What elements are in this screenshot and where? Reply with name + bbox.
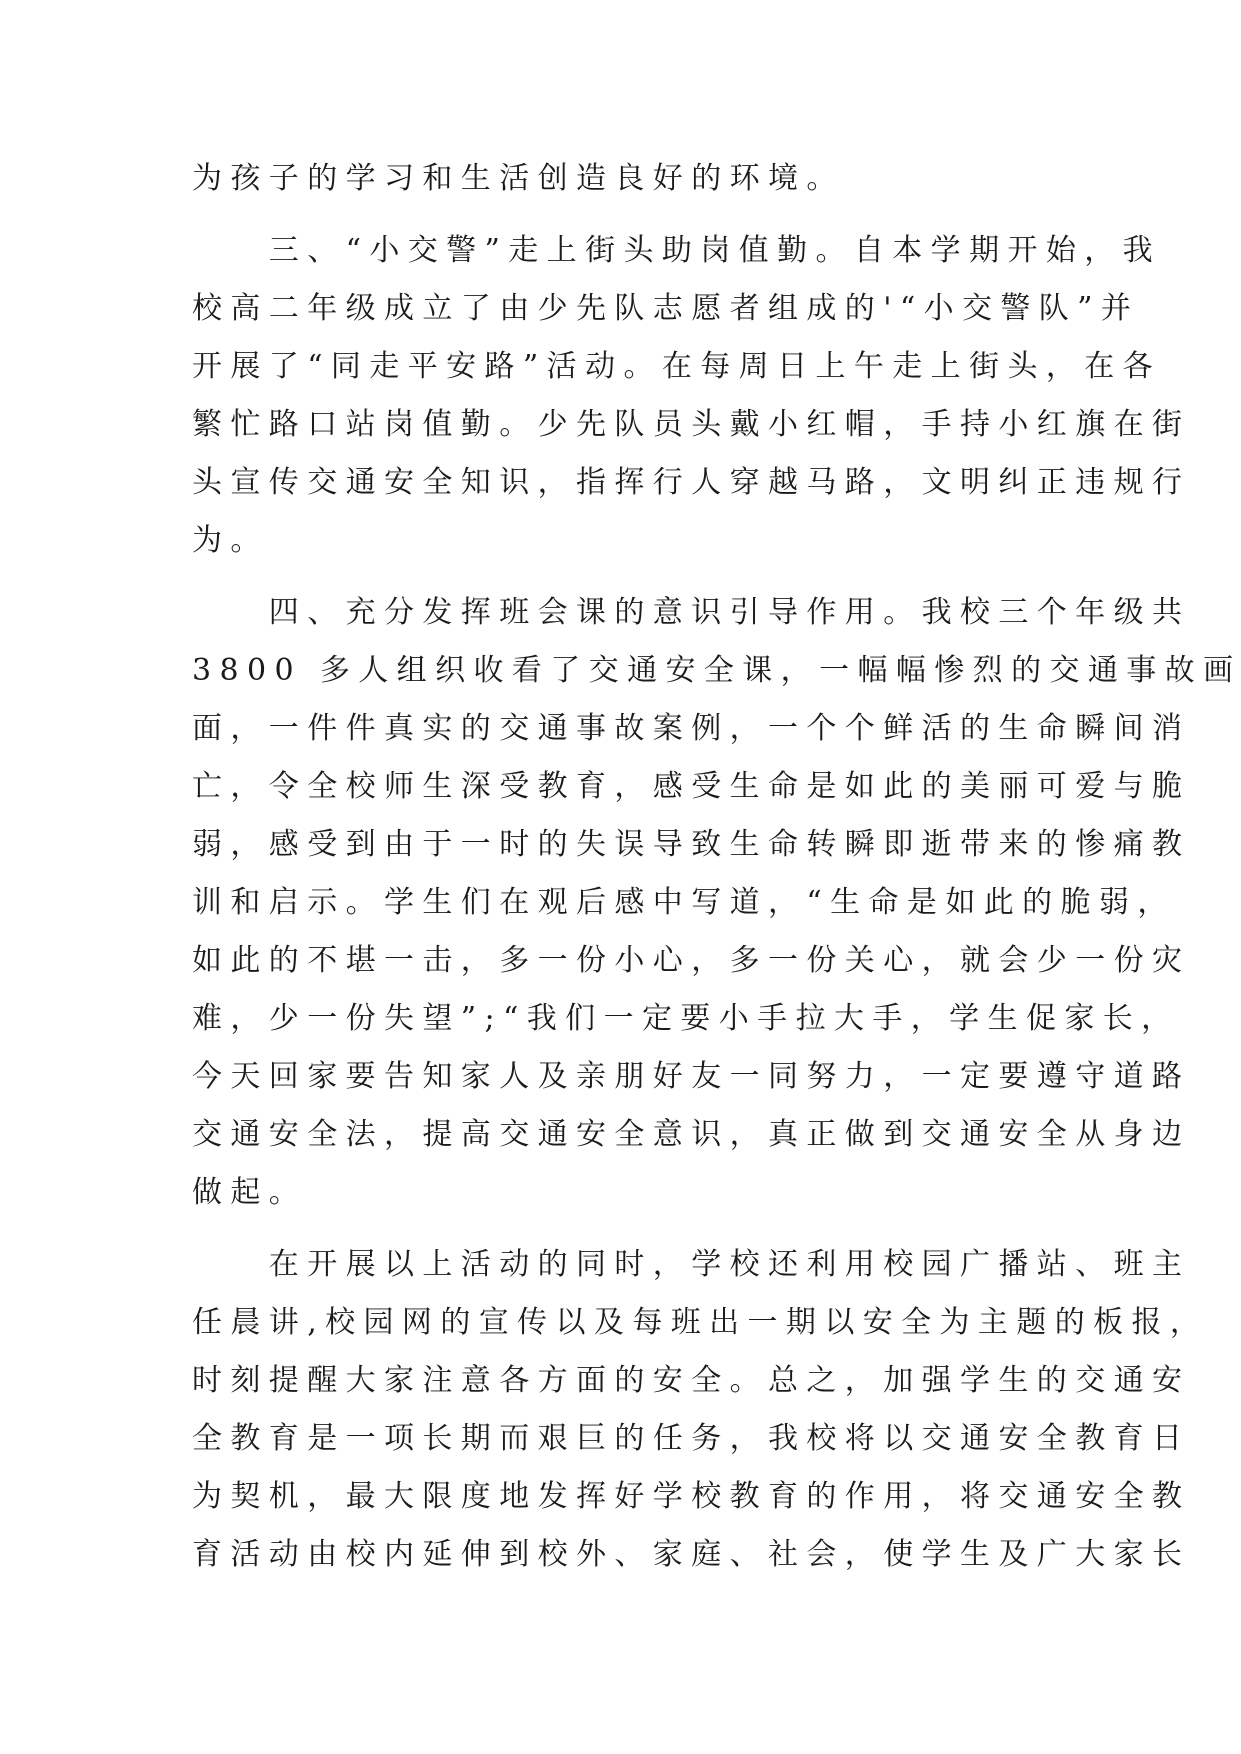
- text-line: 任晨讲,校园网的宣传以及每班出一期以安全为主题的板报，: [192, 1305, 1209, 1340]
- paragraph-gap: [192, 208, 1072, 222]
- paragraph-gap: [192, 570, 1072, 584]
- text-line: 时刻提醒大家注意各方面的安全。总之，加强学生的交通安: [192, 1363, 1191, 1398]
- paragraph: [192, 584, 1241, 1222]
- document-body: [192, 150, 1241, 1584]
- text-line: 在开展以上活动的同时，学校还利用校园广播站、班主: [192, 1247, 1191, 1282]
- text-line: 四、充分发挥班会课的意识引导作用。我校三个年级共: [192, 595, 1191, 630]
- text-line: 难，少一份失望”;“我们一定要小手拉大手，学生促家长，: [192, 1001, 1180, 1036]
- text-line: 做起。: [192, 1175, 308, 1210]
- text-line: 亡，令全校师生深受教育，感受生命是如此的美丽可爱与脆: [192, 769, 1191, 804]
- text-line: 面，一件件真实的交通事故案例，一个个鲜活的生命瞬间消: [192, 711, 1191, 746]
- text-line: 育活动由校内延伸到校外、家庭、社会，使学生及广大家长: [192, 1537, 1191, 1572]
- paragraph-gap: [192, 1222, 1072, 1236]
- paragraph: [192, 150, 1072, 208]
- text-line: 全教育是一项长期而艰巨的任务，我校将以交通安全教育日: [192, 1421, 1191, 1456]
- text-line: 开展了“同走平安路”活动。在每周日上午走上街头，在各: [192, 349, 1162, 384]
- text-line: 为孩子的学习和生活创造良好的环境。: [192, 161, 845, 196]
- text-line: 头宣传交通安全知识，指挥行人穿越马路，文明纠正违规行: [192, 465, 1191, 500]
- text-line: 交通安全法，提高交通安全意识，真正做到交通安全从身边: [192, 1117, 1191, 1152]
- text-line: 为。: [192, 523, 269, 558]
- text-line: 繁忙路口站岗值勤。少先队员头戴小红帽，手持小红旗在街: [192, 407, 1191, 442]
- text-line: 今天回家要告知家人及亲朋好友一同努力，一定要遵守道路: [192, 1059, 1191, 1094]
- text-line: 三、“小交警”走上街头助岗值勤。自本学期开始，我: [192, 233, 1162, 268]
- text-line: 弱，感受到由于一时的失误导致生命转瞬即逝带来的惨痛教: [192, 827, 1191, 862]
- paragraph: [192, 222, 1191, 570]
- text-line: 校高二年级成立了由少先队志愿者组成的'“小交警队”并: [192, 291, 1140, 326]
- text-line: 如此的不堪一击，多一份小心，多一份关心，就会少一份灾: [192, 943, 1191, 978]
- text-line: 为契机，最大限度地发挥好学校教育的作用，将交通安全教: [192, 1479, 1191, 1514]
- text-line: 训和启示。学生们在观后感中写道，“生命是如此的脆弱，: [192, 885, 1176, 920]
- text-line: 3800 多人组织收看了交通安全课，一幅幅惨烈的交通事故画: [192, 653, 1241, 688]
- paragraph: [192, 1236, 1209, 1584]
